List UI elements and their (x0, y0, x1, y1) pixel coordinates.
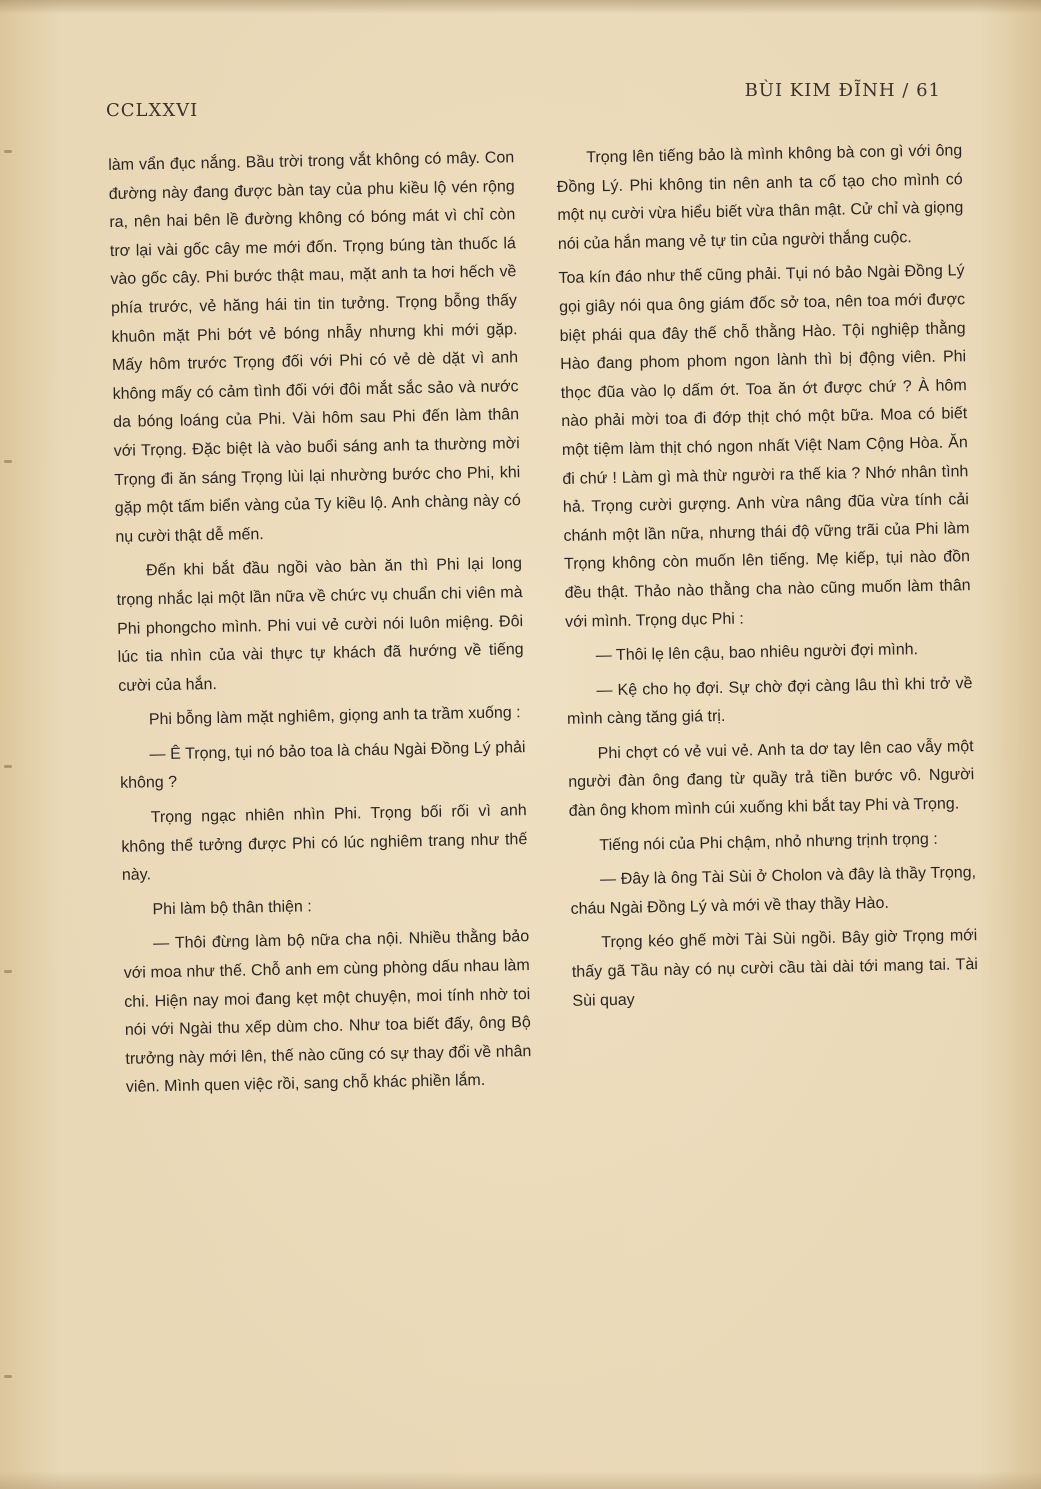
dialogue-line: — Thôi đừng làm bộ nữa cha nội. Nhiều thằng bảo với moa như thế. Chỗ anh em cùng phòng dấu nhau làm chi. Hiện nay moi đang kẹt một chuyện, moi tính nhờ toi nói với Ngài thu xếp dùm cho. Như toa biết đấy, ông Bộ trưởng này mới lên, thế nào cũng có sự thay đổi về nhân viên. Mình quen việc rồi, sang chỗ khác phiền lắm. (123, 928, 532, 1097)
dialogue-line: — Ê Trọng, tụi nó bảo toa là cháu Ngài Đồng Lý phải không ? (119, 738, 526, 793)
margin-mark (4, 460, 12, 463)
page-bottom-shadow (0, 1471, 1041, 1489)
dialogue-line: — Thôi lẹ lên cậu, bao nhiêu người đợi mình. (595, 641, 919, 665)
paragraph: Tiếng nói của Phi chậm, nhỏ nhưng trịnh trọng : (599, 830, 938, 854)
paragraph: Toa kín đáo như thế cũng phải. Tụi nó bảo Ngài Đồng Lý gọi giây nói qua ông giám đốc sở toa, nên toa mới được biệt phái qua đây thế chỗ thằng Hào. Tội nghiệp thằng Hào đang phom phom ngon lành thì bị động viên. Phi thọc đũa vào lọ dấm ớt. Toa ăn ớt được chứ ? À hôm nào phải mời toa đi đớp thịt chó một bữa. Moa có biết một tiệm làm thịt chó ngon nhất Việt Nam Cộng Hòa. Ăn đi chứ ! Làm gì mà thừ người ra thế kia ? Nhớ nhân tình hả. Trọng cười gượng. Anh vừa nâng đũa vừa tính cải chánh một lần nữa, nhưng thái độ vững trãi của Phi làm Trọng không còn muốn lên tiếng. Mẹ kiếp, tụi nào đồn đều thật. Thảo nào thằng cha nào cũng muốn làm thân với mình. Trọng dục Phi : (558, 262, 971, 631)
paragraph: Trọng kéo ghế mời Tài Sùi ngồi. Bây giờ Trọng mới thấy gã Tầu này có nụ cười cầu tài dài tới mang tai. Tài Sùi quay (571, 927, 978, 1010)
running-header-author-page: BÙI KIM ĐĨNH / 61 (744, 80, 941, 101)
paragraph: Đến khi bắt đầu ngồi vào bàn ăn thì Phi lại long trọng nhắc lại một lần nữa về chức vụ chuẩn chi viên mà Phi phongcho mình. Phi vui vẻ cười nói luôn miệng. Đôi lúc tia nhìn của vài thực tự khách đã hướng về tiếng cười của hắn. (116, 555, 524, 695)
margin-mark (4, 1375, 12, 1378)
paragraph: Phi chợt có vẻ vui vẻ. Anh ta dơ tay lên cao vẫy một người đàn ông đang từ quầy trả tiền bước vô. Người đàn ông khom mình cúi xuống khi bắt tay Phi và Trọng. (568, 737, 975, 820)
dialogue-line: — Đây là ông Tài Sùi ở Cholon và đây là thầy Trọng, cháu Ngài Đồng Lý và mới về thay thầy Hào. (570, 864, 977, 918)
paragraph: Trọng ngạc nhiên nhìn Phi. Trọng bối rối vì anh không thể tưởng được Phi có lúc nghiêm trang như thế này. (121, 802, 528, 885)
text-column-left (108, 144, 532, 1109)
dialogue-line: — Kệ cho họ đợi. Sự chờ đợi càng lâu thì khi trở về mình càng tăng giá trị. (566, 674, 973, 729)
margin-mark (4, 150, 12, 153)
text-column-right (556, 137, 979, 1022)
margin-mark (4, 970, 12, 973)
paragraph: Phi làm bộ thân thiện : (152, 898, 312, 919)
paragraph: Trọng lên tiếng bảo là mình không bà con gì với ông Đồng Lý. Phi không tin nên anh ta cố tạo cho mình có một nụ cười vừa hiểu biết vừa thân mật. Cử chỉ và giọng nói của hắn mang vẻ tự tin của người thắng cuộc. (556, 142, 964, 253)
paragraph: Phi bỗng làm mặt nghiêm, giọng anh ta trầm xuống : (148, 704, 521, 729)
paragraph: làm vẩn đục nắng. Bầu trời trong vắt không có mây. Con đường này đang được bàn tay của phu kiều lộ vén rộng ra, nên hai bên lề đường không có bóng mát vì chỉ còn trơ lại vài gốc cây me mới đốn. Trọng búng tàn thuốc lá vào gốc cây. Phi bước thật mau, mặt anh ta hơi hếch về phía trước, vẻ hăng hái tin tin tưởng. Trọng bỗng thấy khuôn mặt Phi bớt vẻ bóng nhẫy nhưng khi mới gặp. Mấy hôm trước Trọng đối với Phi có vẻ dè dặt vì anh không mấy có cảm tình đối với đôi mắt sắc sảo và nước da bóng loáng của Phi. Vài hôm sau Phi đến làm thân với Trọng. Đặc biệt là vào buổi sáng anh ta thường mời Trọng đi ăn sáng Trọng lùi lại nhường bước cho Phi, khi gặp một tấm biển vàng của Ty kiều lộ. Anh chàng này có nụ cười thật dễ mến. (108, 149, 521, 546)
margin-mark (4, 765, 12, 768)
page-roman-number: CCLXXVI (106, 100, 199, 121)
page-top-shadow (0, 0, 1041, 14)
